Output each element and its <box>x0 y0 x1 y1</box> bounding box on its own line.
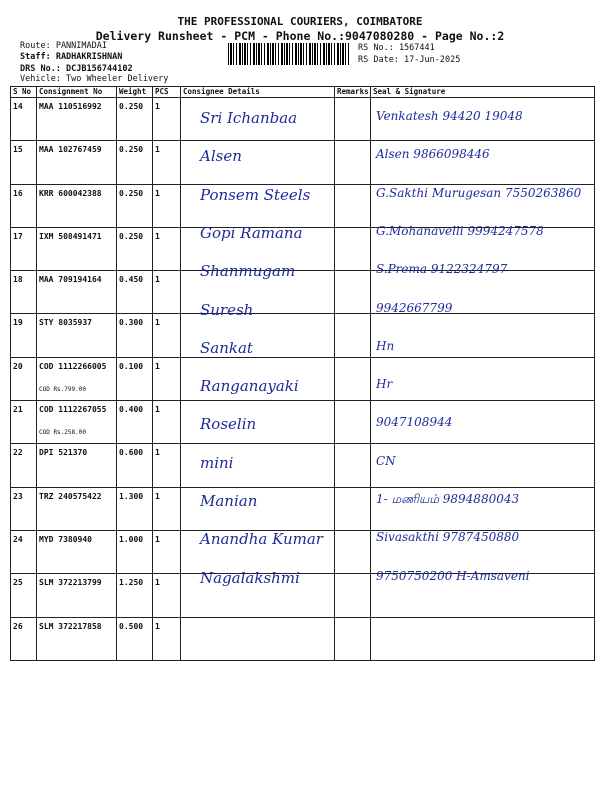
col-header: S No <box>11 87 37 98</box>
weight-cell <box>117 357 153 400</box>
weight-text: 0.400 <box>119 405 144 415</box>
pcs-cell <box>153 98 181 141</box>
sno-cell <box>11 141 37 184</box>
weight-text: 0.600 <box>119 448 144 458</box>
signature-handwriting: S.Prema 9122324797 <box>376 262 508 277</box>
pcs-text: 1 <box>155 448 160 458</box>
consignment-cell <box>37 530 117 573</box>
signature-handwriting: G.Mohanavelli 9994247578 <box>376 223 544 238</box>
pcs-cell <box>153 530 181 573</box>
sno-cell <box>11 617 37 660</box>
seal-cell <box>371 314 595 357</box>
signature-handwriting: 9942667799 <box>376 300 453 315</box>
seal-cell <box>371 444 595 487</box>
weight-cell <box>117 98 153 141</box>
weight-text: 0.250 <box>119 231 144 241</box>
col-header: Remarks <box>335 87 371 98</box>
weight-cell <box>117 271 153 314</box>
signature-handwriting: G.Sakthi Murugesan 7550263860 <box>376 185 582 200</box>
consignee-handwriting: Suresh <box>200 300 254 319</box>
pcs-cell <box>153 141 181 184</box>
sno-cell <box>11 98 37 141</box>
consignee-handwriting: Nagalakshmi <box>200 568 300 587</box>
sno-text: 14 <box>13 102 23 111</box>
remarks-cell <box>335 444 371 487</box>
weight-cell <box>117 530 153 573</box>
sno-text: 19 <box>13 318 23 328</box>
remarks-cell <box>335 401 371 444</box>
consignment-text: DPI 521370 <box>39 448 88 458</box>
consignment-text: MAA 110516992 <box>39 102 102 111</box>
sno-text: 18 <box>13 275 23 285</box>
cod-amount: COD Rs.258.00 <box>39 429 86 437</box>
pcs-text: 1 <box>155 491 160 501</box>
table-row <box>11 141 595 184</box>
consignment-cell <box>37 141 117 184</box>
consignment-text: TRZ 240575422 <box>39 491 102 501</box>
sno-text: 22 <box>13 448 23 458</box>
consignee-handwriting: mini <box>200 453 234 472</box>
staff-info: Staff: RADHAKRISHNAN <box>20 52 123 62</box>
signature-handwriting: Venkatesh 94420 19048 <box>376 109 523 123</box>
weight-text: 0.300 <box>119 318 144 328</box>
weight-cell <box>117 401 153 444</box>
consignment-text: MAA 102767459 <box>39 145 102 155</box>
pcs-text: 1 <box>155 621 160 631</box>
barcode-image <box>228 43 350 65</box>
sno-cell <box>11 530 37 573</box>
weight-cell <box>117 487 153 530</box>
pcs-text: 1 <box>155 318 160 328</box>
weight-text: 0.250 <box>119 145 144 155</box>
pcs-text: 1 <box>155 231 160 241</box>
sno-cell <box>11 444 37 487</box>
consignment-text: KRR 600042388 <box>39 188 102 198</box>
consignee-handwriting: Anandha Kumar <box>200 530 323 549</box>
pcs-text: 1 <box>155 275 160 285</box>
consignment-cell <box>37 487 117 530</box>
signature-handwriting: Hr <box>376 377 393 392</box>
table-row <box>11 271 595 314</box>
table-header-row <box>11 87 595 98</box>
sno-text: 16 <box>13 188 23 198</box>
seal-cell <box>371 357 595 400</box>
remarks-cell <box>335 184 371 227</box>
consignee-handwriting: Roselin <box>200 415 257 434</box>
pcs-cell <box>153 357 181 400</box>
sno-text: 15 <box>13 145 23 155</box>
col-header: Weight <box>117 87 153 98</box>
pcs-cell <box>153 401 181 444</box>
weight-cell <box>117 184 153 227</box>
signature-handwriting: CN <box>376 453 396 468</box>
pcs-cell <box>153 574 181 617</box>
remarks-cell <box>335 617 371 660</box>
runsheet-subtitle: Delivery Runsheet - PCM - Phone No.:9047080280 - Page No.:2 <box>95 29 505 43</box>
sno-cell <box>11 574 37 617</box>
pcs-cell <box>153 314 181 357</box>
col-header: Consignee Details <box>181 87 335 98</box>
remarks-cell <box>335 487 371 530</box>
rs-date: RS Date: 17-Jun-2025 <box>358 55 461 65</box>
consignment-cell <box>37 184 117 227</box>
consignment-text: MAA 709194164 <box>39 275 102 285</box>
col-header: Seal & Signature <box>371 87 595 98</box>
pcs-cell <box>153 487 181 530</box>
sno-text: 17 <box>13 231 23 241</box>
company-title: THE PROFESSIONAL COURIERS, COIMBATORE <box>177 15 423 28</box>
sno-cell <box>11 184 37 227</box>
sno-text: 26 <box>13 621 23 631</box>
sno-cell <box>11 487 37 530</box>
col-header: Consignment No <box>37 87 117 98</box>
table-row <box>11 444 595 487</box>
pcs-cell <box>153 227 181 270</box>
sno-text: 21 <box>13 405 23 415</box>
pcs-text: 1 <box>155 361 160 371</box>
weight-cell <box>117 444 153 487</box>
remarks-cell <box>335 530 371 573</box>
pcs-cell <box>153 617 181 660</box>
weight-text: 0.450 <box>119 275 144 285</box>
weight-text: 1.000 <box>119 534 144 544</box>
consignment-cell <box>37 617 117 660</box>
signature-handwriting: Sivasakthi 9787450880 <box>376 530 520 545</box>
cod-amount: COD Rs.799.00 <box>39 385 86 393</box>
consignment-cell <box>37 357 117 400</box>
consignee-handwriting: Shanmugam <box>200 262 296 281</box>
table-row <box>11 401 595 444</box>
table-row <box>11 314 595 357</box>
consignment-text: COD 1112266005 <box>39 361 107 371</box>
consignment-cell <box>37 401 117 444</box>
sno-text: 23 <box>13 491 23 501</box>
sno-cell <box>11 314 37 357</box>
signature-handwriting: Hn <box>376 338 395 353</box>
pcs-text: 1 <box>155 405 160 415</box>
pcs-cell <box>153 271 181 314</box>
signature-handwriting: Alsen 9866098446 <box>376 147 490 162</box>
consignment-text: STY 8035937 <box>39 318 92 328</box>
signature-handwriting: 9047108944 <box>376 415 453 430</box>
vehicle-info: Vehicle: Two Wheeler Delivery <box>20 74 169 84</box>
signature-handwriting: 1- மணியம் 9894880043 <box>376 492 520 506</box>
remarks-cell <box>335 271 371 314</box>
consignment-text: MYD 7380940 <box>39 534 92 544</box>
pcs-text: 1 <box>155 145 160 155</box>
remarks-cell <box>335 357 371 400</box>
consignment-text: SLM 372217858 <box>39 621 102 631</box>
consignment-cell <box>37 314 117 357</box>
weight-text: 0.500 <box>119 621 144 631</box>
seal-cell <box>371 617 595 660</box>
remarks-cell <box>335 314 371 357</box>
route-info: Route: PANNIMADAI <box>20 41 107 51</box>
rs-number: RS No.: 1567441 <box>358 43 435 53</box>
weight-text: 1.250 <box>119 578 144 588</box>
weight-text: 0.250 <box>119 102 144 111</box>
table-row <box>11 617 595 660</box>
sno-text: 20 <box>13 361 23 371</box>
table-row <box>11 357 595 400</box>
consignee-handwriting: Sankat <box>200 338 253 357</box>
signature-handwriting: 9750750200 H-Amsaveni <box>376 568 530 583</box>
consignee-handwriting: Alsen <box>200 147 242 166</box>
sno-text: 25 <box>13 578 23 588</box>
pcs-text: 1 <box>155 578 160 588</box>
weight-cell <box>117 617 153 660</box>
pcs-cell <box>153 184 181 227</box>
weight-text: 1.300 <box>119 491 144 501</box>
sno-cell <box>11 271 37 314</box>
consignment-cell <box>37 98 117 141</box>
consignee-handwriting: Ranganayaki <box>200 377 299 396</box>
pcs-text: 1 <box>155 534 160 544</box>
col-header: PCS <box>153 87 181 98</box>
consignment-cell <box>37 444 117 487</box>
weight-text: 0.250 <box>119 188 144 198</box>
consignee-handwriting: Ponsem Steels <box>200 185 311 204</box>
weight-cell <box>117 574 153 617</box>
consignment-text: COD 1112267055 <box>39 405 107 415</box>
consignment-text: SLM 372213799 <box>39 578 102 588</box>
weight-cell <box>117 141 153 184</box>
consignee-handwriting: Sri Ichanbaa <box>200 109 298 127</box>
sno-cell <box>11 401 37 444</box>
remarks-cell <box>335 98 371 141</box>
drs-number: DRS No.: DCJB156744102 <box>20 64 133 74</box>
pcs-text: 1 <box>155 102 160 111</box>
weight-text: 0.100 <box>119 361 144 371</box>
sno-cell <box>11 227 37 270</box>
consignment-text: IXM 508491471 <box>39 231 102 241</box>
weight-cell <box>117 314 153 357</box>
consignment-cell <box>37 271 117 314</box>
pcs-cell <box>153 444 181 487</box>
remarks-cell <box>335 227 371 270</box>
weight-cell <box>117 227 153 270</box>
sno-cell <box>11 357 37 400</box>
remarks-cell <box>335 574 371 617</box>
consignee-handwriting: Manian <box>200 492 258 510</box>
consignment-cell <box>37 227 117 270</box>
consignee-handwriting: Gopi Ramana <box>200 223 303 242</box>
consignee-cell <box>181 617 335 660</box>
consignment-cell <box>37 574 117 617</box>
sno-text: 24 <box>13 534 23 544</box>
remarks-cell <box>335 141 371 184</box>
pcs-text: 1 <box>155 188 160 198</box>
